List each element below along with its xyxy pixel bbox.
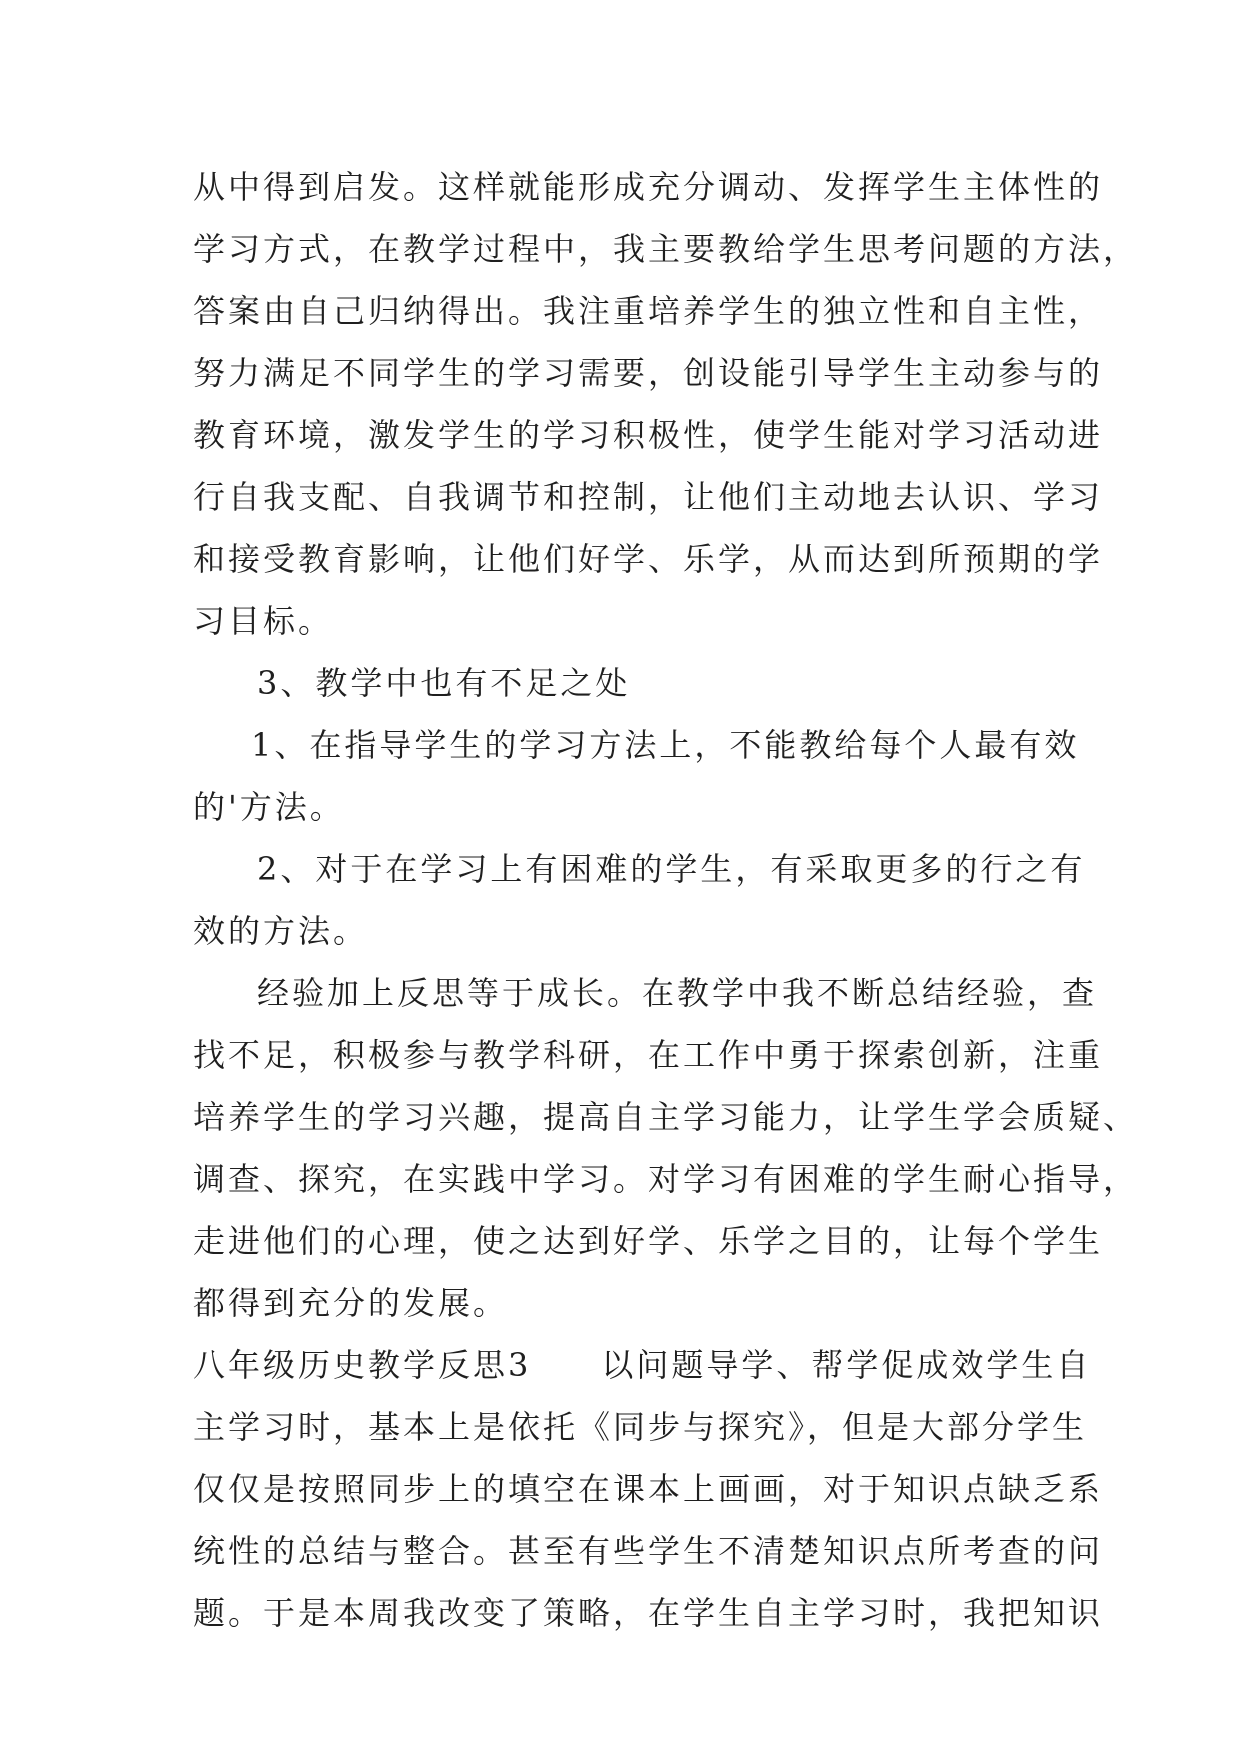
body-line: 找不足，积极参与教学科研，在工作中勇于探索创新，注重 xyxy=(193,1036,1104,1074)
body-line: 效的方法。 xyxy=(193,912,369,950)
body-line: 主学习时，基本上是依托《同步与探究》，但是大部分学生 xyxy=(193,1408,1088,1446)
body-line: 和接受教育影响，让他们好学、乐学，从而达到所预期的学 xyxy=(193,540,1104,578)
section-heading: 3、教学中也有不足之处 xyxy=(257,664,631,702)
body-line: 努力满足不同学生的学习需要，创设能引导学生主动参与的 xyxy=(193,354,1104,392)
body-line: 走进他们的心理，使之达到好学、乐学之目的，让每个学生 xyxy=(193,1222,1104,1260)
document-body xyxy=(193,156,1139,1644)
list-item: 1、在指导学生的学习方法上，不能教给每个人最有效 xyxy=(251,726,1080,764)
body-line: 教育环境，激发学生的学习积极性，使学生能对学习活动进 xyxy=(193,416,1104,454)
body-line: 培养学生的学习兴趣，提高自主学习能力，让学生学会质疑、 xyxy=(193,1098,1139,1136)
body-line: 都得到充分的发展。 xyxy=(193,1284,509,1322)
body-line: 调查、探究，在实践中学习。对学习有困难的学生耐心指导， xyxy=(193,1160,1139,1198)
body-line: 的'方法。 xyxy=(193,788,345,826)
body-line: 学习方式，在教学过程中，我主要教给学生思考问题的方法， xyxy=(193,230,1139,268)
body-line: 习目标。 xyxy=(193,602,334,640)
body-line: 仅仅是按照同步上的填空在课本上画画，对于知识点缺乏系 xyxy=(193,1470,1104,1508)
body-line: 行自我支配、自我调节和控制，让他们主动地去认识、学习 xyxy=(193,478,1104,516)
article-title-line: 八年级历史教学反思3 以问题导学、帮学促成效学生自 xyxy=(193,1346,1092,1384)
paragraph-start: 经验加上反思等于成长。在教学中我不断总结经验，查 xyxy=(257,974,1098,1012)
body-line: 统性的总结与整合。甚至有些学生不清楚知识点所考查的问 xyxy=(193,1532,1104,1570)
list-item: 2、对于在学习上有困难的学生，有采取更多的行之有 xyxy=(257,850,1086,888)
body-line: 从中得到启发。这样就能形成充分调动、发挥学生主体性的 xyxy=(193,168,1104,206)
body-line: 答案由自己归纳得出。我注重培养学生的独立性和自主性， xyxy=(193,292,1104,330)
body-line: 题。于是本周我改变了策略，在学生自主学习时，我把知识 xyxy=(193,1594,1104,1632)
